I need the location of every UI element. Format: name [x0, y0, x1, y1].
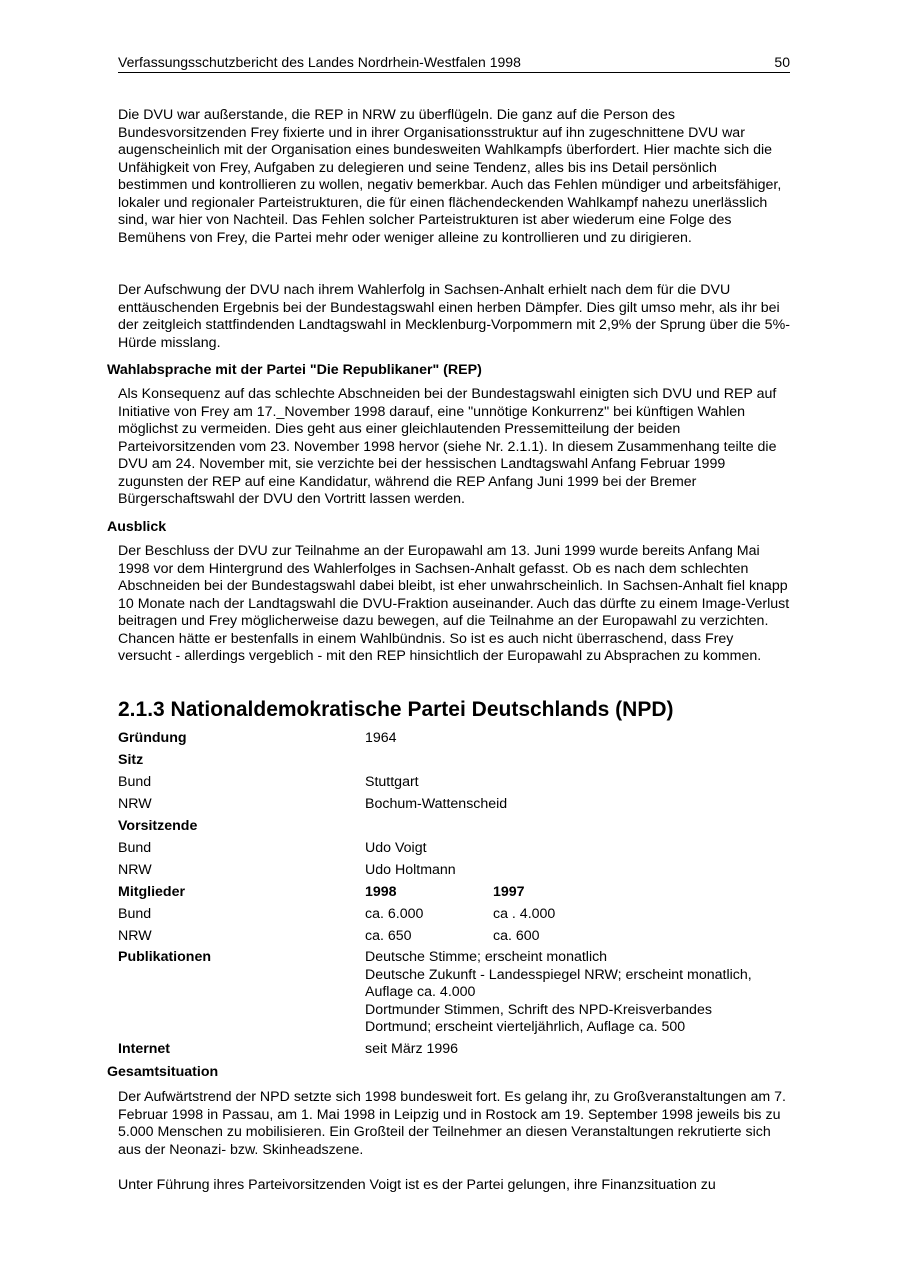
internet-value: seit März 1996: [365, 1041, 459, 1057]
publikation-line: Deutsche Stimme; erscheint monatlich: [365, 949, 608, 965]
page-header: [118, 53, 790, 73]
publikationen-label: Publikationen: [118, 949, 212, 965]
publikation-line: Auflage ca. 4.000: [365, 984, 476, 1000]
publikation-line: Deutsche Zukunft - Landesspiegel NRW; erscheint monatlich,: [365, 966, 752, 983]
wahlabsprache-paragraph: Als Konsequenz auf das schlechte Abschneiden bei der Bundestagswahl einigten sich DVU und REP auf Initiative von Frey am 17._November 1998 darauf, eine "unnötige Konkurrenz" bei künftigen Wahlen möglichst zu vermeiden. Dies geht aus einer gleichlautenden Pressemitteilung der beiden Parteivorsitzenden vom 23. November 1998 hervor (siehe Nr. 2.1.1). In diesem Zusammenhang teilte die DVU am 24. November mit, sie verzichte bei der hessischen Landtagswahl Anfang Februar 1999 zugunsten der REP auf eine Kandidatur, während die REP Anfang Juni 1999 bei der Bremer Bürgerschaftswahl der DVU den Vortritt lassen werden.: [118, 386, 777, 507]
mitgl-bund-1998: ca. 6.000: [365, 906, 424, 922]
mitglieder-label: Mitglieder: [118, 884, 186, 900]
gesamtsituation-heading: Gesamtsituation: [107, 1064, 219, 1080]
vors-bund-label: Bund: [118, 840, 152, 856]
gruendung-value: 1964: [365, 730, 397, 746]
mitgl-nrw-label: NRW: [118, 928, 152, 944]
section-title: 2.1.3 Nationaldemokratische Partei Deutschlands (NPD): [118, 698, 674, 721]
sitz-nrw-label: NRW: [118, 796, 152, 812]
vors-nrw-label: NRW: [118, 862, 152, 878]
sitz-nrw-value: Bochum-Wattenscheid: [365, 796, 508, 812]
intro-paragraph-2: Der Aufschwung der DVU nach ihrem Wahlerfolg in Sachsen-Anhalt erhielt nach dem für die DVU enttäuschenden Ergebnis bei der Bundestagswahl einen herben Dämpfer. Dies gilt umso mehr, als ihr bei der zeitgleich stattfindenden Landtagswahl in Mecklenburg-Vorpommern mit 2,9% der Sprung über die 5%-Hürde misslang.: [118, 282, 790, 351]
sitz-bund-value: Stuttgart: [365, 774, 419, 790]
internet-label: Internet: [118, 1041, 171, 1057]
wahlabsprache-heading: Wahlabsprache mit der Partei "Die Republikaner" (REP): [107, 362, 482, 378]
mitgl-nrw-1997: ca. 600: [493, 928, 540, 944]
mitgl-bund-label: Bund: [118, 906, 152, 922]
publikation-line: Dortmund; erscheint vierteljährlich, Auflage ca. 500: [365, 1019, 686, 1035]
mitgl-nrw-1998: ca. 650: [365, 928, 412, 944]
publikation-line: Dortmunder Stimmen, Schrift des NPD-Kreisverbandes: [365, 1001, 712, 1018]
gesamtsituation-paragraph-2: Unter Führung ihres Parteivorsitzenden Voigt ist es der Partei gelungen, ihre Finanzsituation zu: [118, 1177, 716, 1193]
year-1998-header: 1998: [365, 884, 397, 900]
vors-nrw-value: Udo Holtmann: [365, 862, 456, 878]
vorsitzende-label: Vorsitzende: [118, 818, 198, 834]
intro-paragraph-1: Die DVU war außerstande, die REP in NRW zu überflügeln. Die ganz auf die Person des Bundesvorsitzenden Frey fixierte und in ihrer Organisationsstruktur auf ihn zugeschnittene DVU war augenscheinlich mit der Organisation eines bundesweiten Wahlkampfs überfordert. Hier machte sich die Unfähigkeit von Frey, Aufgaben zu delegieren und seine Tendenz, alles bis ins Detail persönlich bestimmen und kontrollieren zu wollen, negativ bemerkbar. Auch das Fehlen mündiger und arbeitsfähiger, lokaler und regionaler Parteistrukturen, die für einen flächendeckenden Wahlkampf nahezu unerlässlich sind, war hier von Nachteil. Das Fehlen solcher Parteistrukturen ist aber wiederum eine Folge des Bemühens von Frey, die Partei mehr oder weniger alleine zu kontrollieren und zu dirigieren.: [118, 107, 782, 246]
ausblick-heading: Ausblick: [107, 519, 167, 535]
page-number: 50: [774, 54, 790, 70]
report-title: Verfassungsschutzbericht des Landes Nordrhein-Westfalen 1998: [118, 54, 521, 70]
sitz-label: Sitz: [118, 752, 144, 768]
ausblick-paragraph: Der Beschluss der DVU zur Teilnahme an der Europawahl am 13. Juni 1999 wurde bereits Anfang Mai 1998 vor dem Hintergrund des Wahlerfolges in Sachsen-Anhalt gefasst. Ob es nach dem schlechten Abschneiden bei der Bundestagswahl dabei bleibt, ist eher unwahrscheinlich. In Sachsen-Anhalt fiel knapp 10 Monate nach der Landtagswahl die DVU-Fraktion auseinander. Auch das dürfte zu einem Image-Verlust beitragen und Frey möglicherweise dazu bewegen, auf die Teilnahme an der Europawahl zu verzichten. Chancen hätte er bestenfalls in einem Wahlbündnis. So ist es auch nicht überraschend, dass Frey versucht - allerdings vergeblich - mit den REP hinsichtlich der Europawahl zu Absprachen zu kommen.: [118, 543, 790, 664]
publikationen-list: [365, 949, 790, 1037]
vors-bund-value: Udo Voigt: [365, 840, 427, 856]
year-1997-header: 1997: [493, 884, 525, 900]
gesamtsituation-paragraph-1: Der Aufwärtstrend der NPD setzte sich 1998 bundesweit fort. Es gelang ihr, zu Großveranstaltungen am 7. Februar 1998 in Passau, am 1. Mai 1998 in Leipzig und in Rostock am 19. September 1998 jeweils bis zu 5.000 Menschen zu mobilisieren. Ein Großteil der Teilnehmer an diesen Veranstaltungen rekrutierte sich aus der Neonazi- bzw. Skinheadszene.: [118, 1089, 786, 1158]
sitz-bund-label: Bund: [118, 774, 152, 790]
mitgl-bund-1997: ca . 4.000: [493, 906, 556, 922]
gruendung-label: Gründung: [118, 730, 187, 746]
